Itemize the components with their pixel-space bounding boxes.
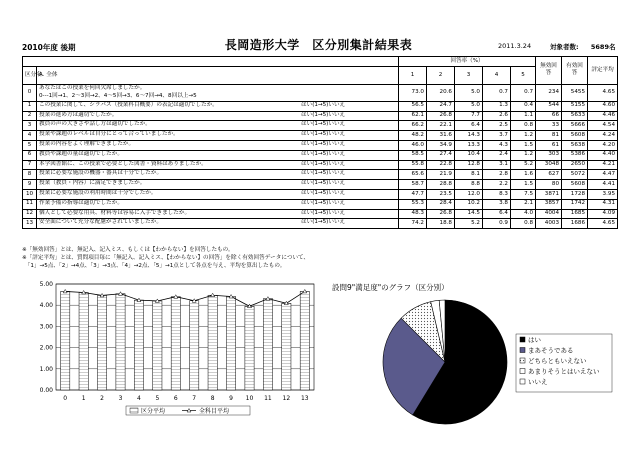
value-cell: 5666	[562, 121, 588, 131]
table-row	[23, 101, 618, 111]
value-cell: 1742	[562, 199, 588, 209]
table-row	[23, 131, 618, 141]
table-row	[23, 111, 618, 121]
answer-scale: はい(1→5)いいえ	[301, 111, 346, 118]
value-cell: 73.0	[399, 84, 427, 101]
legend-swatch	[520, 358, 525, 363]
value-cell: 5638	[562, 140, 588, 150]
value-cell: 3048	[536, 160, 562, 170]
satisfaction-pie-chart	[330, 278, 620, 428]
row-index: 9	[23, 180, 37, 190]
value-cell: 5072	[562, 170, 588, 180]
table-row	[23, 170, 618, 180]
value-cell: 4004	[536, 209, 562, 219]
value-cell: 58.7	[399, 180, 427, 190]
value-cell: 26.8	[427, 111, 455, 121]
note-line: 「1」→5点、「2」→4点、「3」→3点、「4」→2点、「5」→1点として各点を与え、平均を算出したもの。	[22, 263, 286, 270]
x-tick-label: 1	[81, 395, 86, 402]
question-cell	[37, 150, 399, 160]
value-cell: 1686	[562, 219, 588, 229]
col-header-4: 4	[483, 66, 511, 84]
table-row	[23, 160, 618, 170]
legend-label: はい	[528, 336, 541, 344]
value-cell: 48.2	[399, 131, 427, 141]
average-bar-chart	[22, 278, 322, 428]
value-cell: 3857	[536, 199, 562, 209]
value-cell: 4.20	[588, 140, 618, 150]
question-text: 授業に必要な施設の機器・器具は十分でしたか。	[39, 170, 163, 177]
answer-scale: はい(1→5)いいえ	[301, 170, 346, 177]
x-tick-label: 0	[63, 395, 68, 402]
value-cell: 4003	[536, 219, 562, 229]
value-cell: 5.0	[455, 84, 483, 101]
value-cell: 66.2	[399, 121, 427, 131]
value-cell: 5.2	[455, 219, 483, 229]
legend-swatch	[520, 348, 525, 353]
table-row	[23, 189, 618, 199]
value-cell: 1.2	[511, 131, 536, 141]
value-cell: 0.8	[511, 219, 536, 229]
question-text: 教員の声の大きさや話し方は適切でしたか。	[39, 121, 151, 128]
value-cell: 66	[536, 111, 562, 121]
term-label: 2010年度 後期	[22, 43, 76, 52]
legend-swatch	[520, 369, 525, 374]
x-tick-label: 9	[229, 395, 233, 402]
value-cell: 4.47	[588, 170, 618, 180]
avg-header: 評定平均	[588, 57, 618, 85]
value-cell: 0.4	[511, 101, 536, 111]
question-cell	[37, 170, 399, 180]
x-tick-label: 8	[210, 395, 215, 402]
bar	[134, 300, 143, 390]
note-line: ※「無効回答」とは、無記入、記入ミス、もしくは【わからない】を回答したもの。	[22, 247, 234, 253]
row-index: 3	[23, 121, 37, 131]
value-cell: 46.0	[399, 140, 427, 150]
valid-header: 有効回答	[562, 57, 588, 85]
answer-scale: はい(1→5)いいえ	[301, 150, 346, 157]
target-value: 5689名	[590, 43, 616, 51]
value-cell: 55.3	[399, 199, 427, 209]
value-cell: 34.9	[427, 140, 455, 150]
value-cell: 55.8	[399, 160, 427, 170]
value-cell: 5455	[562, 84, 588, 101]
legend-label-bar: 区分平均	[141, 408, 166, 415]
legend-label-line: 全科目平均	[199, 408, 230, 415]
value-cell: 234	[536, 84, 562, 101]
value-cell: 2.4	[483, 150, 511, 160]
value-cell: 12.8	[455, 160, 483, 170]
value-cell: 4.65	[588, 84, 618, 101]
bar	[190, 301, 199, 390]
value-cell: 5.0	[455, 101, 483, 111]
bar	[97, 295, 106, 390]
row-index: 13	[23, 219, 37, 229]
value-cell: 33	[536, 121, 562, 131]
answer-scale: はい(1→5)いいえ	[301, 199, 346, 206]
col-header-3: 3	[455, 66, 483, 84]
value-cell: 14.3	[455, 131, 483, 141]
y-tick-label: 2.00	[39, 344, 53, 352]
value-cell: 2.8	[483, 170, 511, 180]
value-cell: 1685	[562, 209, 588, 219]
value-cell: 7.7	[455, 111, 483, 121]
x-tick-label: 10	[245, 395, 254, 402]
row-index: 6	[23, 150, 37, 160]
value-cell: 81	[536, 131, 562, 141]
value-cell: 627	[536, 170, 562, 180]
value-cell: 6.4	[455, 121, 483, 131]
row-index: 11	[23, 199, 37, 209]
x-tick-label: 5	[155, 395, 160, 402]
value-cell: 61	[536, 140, 562, 150]
question-cell	[37, 189, 399, 199]
value-cell: 1.1	[511, 111, 536, 121]
bar	[226, 297, 235, 390]
value-cell: 65.6	[399, 170, 427, 180]
value-cell: 4.3	[483, 140, 511, 150]
x-tick-label: 11	[264, 395, 272, 402]
question-cell	[37, 219, 399, 229]
value-cell: 10.4	[455, 150, 483, 160]
legend-swatch	[520, 337, 525, 342]
value-cell: 303	[536, 150, 562, 160]
table-row	[23, 219, 618, 229]
answer-scale: はい(1→5)いいえ	[301, 219, 346, 226]
value-cell: 2.1	[511, 199, 536, 209]
notes	[22, 246, 309, 271]
value-cell: 24.7	[427, 101, 455, 111]
y-tick-label: 4.00	[39, 302, 53, 310]
bar	[79, 292, 88, 390]
y-tick-label: 1.00	[39, 365, 53, 373]
value-cell: 2.2	[483, 180, 511, 190]
answer-scale: はい(1→5)いいえ	[301, 160, 346, 167]
value-cell: 1.2	[511, 150, 536, 160]
question-cell	[37, 160, 399, 170]
question-cell	[37, 131, 399, 141]
row-index: 8	[23, 170, 37, 180]
value-cell: 1.3	[483, 101, 511, 111]
value-cell: 80	[536, 180, 562, 190]
question-cell	[37, 121, 399, 131]
value-cell: 4.46	[588, 111, 618, 121]
question-text: 教員や課題の量は適切でしたか。	[39, 150, 123, 157]
x-tick-label: 7	[192, 395, 197, 402]
table-row	[23, 180, 618, 190]
answer-scale: はい(1→5)いいえ	[301, 101, 346, 108]
value-cell: 1.5	[511, 140, 536, 150]
question-cell	[37, 180, 399, 190]
table-row	[23, 150, 618, 160]
value-cell: 3.8	[483, 199, 511, 209]
value-cell: 4.65	[588, 219, 618, 229]
table-row	[23, 121, 618, 131]
col-header-1: 1	[399, 66, 427, 84]
question-cell	[37, 111, 399, 121]
value-cell: 5608	[562, 131, 588, 141]
value-cell: 4.0	[511, 209, 536, 219]
value-cell: 10.2	[455, 199, 483, 209]
value-cell: 27.4	[427, 150, 455, 160]
value-cell: 6.4	[483, 209, 511, 219]
question-text: 授業の進め方は適切でしたか。	[39, 111, 118, 118]
legend-label: どちらともいえない	[528, 357, 587, 365]
answer-scale: はい(1→5)いいえ	[301, 180, 346, 187]
value-cell: 5.2	[511, 160, 536, 170]
value-cell: 2650	[562, 160, 588, 170]
row-index: 7	[23, 160, 37, 170]
value-cell: 8.3	[483, 189, 511, 199]
bar	[300, 291, 309, 390]
value-cell: 0.7	[483, 84, 511, 101]
value-cell: 12.0	[455, 189, 483, 199]
legend-label: まあそうである	[528, 346, 574, 355]
value-cell: 3.1	[483, 160, 511, 170]
legend-swatch-bar	[130, 408, 138, 413]
value-cell: 28.8	[427, 180, 455, 190]
row-index: 1	[23, 101, 37, 111]
results-table	[22, 56, 618, 229]
value-cell: 56.5	[399, 101, 427, 111]
legend-label: あまりそうとはいえない	[528, 367, 600, 376]
answer-scale: はい(1→5)いいえ	[301, 140, 346, 147]
table-body	[23, 84, 618, 228]
value-cell: 544	[536, 101, 562, 111]
note-line: ※「評定平均」とは、質問項目毎に「無記入、記入ミス、【わからない】の回答」を除く有効回答データについて、	[22, 255, 310, 262]
value-cell: 7.5	[511, 189, 536, 199]
answer-scale: はい(1→5)いいえ	[301, 209, 346, 216]
question-cell	[37, 84, 399, 101]
value-cell: 22.8	[427, 160, 455, 170]
value-cell: 4.31	[588, 199, 618, 209]
x-tick-label: 2	[100, 395, 104, 402]
target-label: 対象者数:	[550, 43, 579, 51]
value-cell: 4.24	[588, 131, 618, 141]
value-cell: 20.6	[427, 84, 455, 101]
bar	[61, 291, 70, 390]
table-header-blank	[23, 57, 399, 67]
question-text: 作業予備の指導は適切でしたか。	[39, 199, 123, 206]
x-tick-label: 13	[300, 395, 309, 402]
value-cell: 47.7	[399, 189, 427, 199]
value-cell: 4.41	[588, 180, 618, 190]
value-cell: 3.95	[588, 189, 618, 199]
report-date: 2011.3.24	[498, 42, 532, 50]
question-cell	[37, 209, 399, 219]
question-text: あなたはこの授業を何回欠席しましたか。	[39, 85, 146, 92]
bar	[263, 299, 272, 390]
value-cell: 18.8	[427, 219, 455, 229]
value-cell: 3.7	[483, 131, 511, 141]
bar	[245, 306, 254, 390]
x-tick-label: 3	[118, 395, 123, 402]
question-cell	[37, 199, 399, 209]
value-cell: 4.54	[588, 121, 618, 131]
kubun-label: 区分名	[23, 66, 37, 84]
value-cell: 22.1	[427, 121, 455, 131]
table-row	[23, 84, 618, 101]
value-cell: 26.8	[427, 209, 455, 219]
value-cell: 8.1	[455, 170, 483, 180]
pie-title: 設問9"満足度"のグラフ（区分別）	[332, 283, 449, 292]
answer-rate-header: 回答率（%）	[399, 57, 536, 67]
x-tick-label: 4	[137, 395, 141, 402]
value-cell: 4.60	[588, 101, 618, 111]
value-cell: 3871	[536, 189, 562, 199]
row-index: 5	[23, 140, 37, 150]
question-text: 授業（教員・内容）に満足できましたか。	[39, 180, 146, 187]
kubun-value: A. 全体	[37, 66, 399, 84]
answer-scale: はい(1→5)いいえ	[301, 189, 346, 196]
value-cell: 4.09	[588, 209, 618, 219]
bar	[208, 295, 217, 390]
value-cell: 0.8	[511, 121, 536, 131]
table-row	[23, 199, 618, 209]
value-cell: 74.2	[399, 219, 427, 229]
value-cell: 2.6	[483, 111, 511, 121]
question-text: 安全面について充分な配慮がされていましたか。	[39, 219, 162, 226]
value-cell: 0.7	[511, 84, 536, 101]
value-cell: 8.8	[455, 180, 483, 190]
invalid-header: 無効回答	[536, 57, 562, 85]
value-cell: 58.5	[399, 150, 427, 160]
bar	[282, 303, 291, 390]
value-cell: 5608	[562, 180, 588, 190]
value-cell: 2.5	[483, 121, 511, 131]
question-scale: 0---1回→1、2～3回→2、4～5回→3、6～7回→4、8回以上→5	[39, 92, 197, 99]
page-title: 長岡造形大学 区分別集計結果表	[224, 38, 413, 52]
value-cell: 23.5	[427, 189, 455, 199]
value-cell: 5633	[562, 111, 588, 121]
y-tick-label: 0.00	[39, 387, 53, 394]
x-tick-label: 12	[282, 395, 291, 402]
col-header-2: 2	[427, 66, 455, 84]
value-cell: 5386	[562, 150, 588, 160]
value-cell: 21.9	[427, 170, 455, 180]
bar	[171, 297, 180, 390]
plot-area	[56, 284, 314, 390]
y-tick-label: 3.00	[39, 323, 53, 331]
value-cell: 1.6	[511, 170, 536, 180]
y-tick-label: 5.00	[39, 281, 53, 288]
row-index: 10	[23, 189, 37, 199]
question-text: 授業に必要な施設の利用時間は十分でしたか。	[39, 189, 157, 196]
question-text: 授業の内容をよく理解できましたか。	[39, 140, 135, 147]
row-index: 4	[23, 131, 37, 141]
legend-swatch	[520, 379, 525, 384]
value-cell: 14.5	[455, 209, 483, 219]
value-cell: 62.1	[399, 111, 427, 121]
row-index: 0	[23, 84, 37, 101]
bar	[116, 294, 125, 390]
table-row	[23, 140, 618, 150]
bar	[153, 301, 162, 390]
value-cell: 13.3	[455, 140, 483, 150]
value-cell: 48.3	[399, 209, 427, 219]
question-cell	[37, 140, 399, 150]
value-cell: 0.9	[483, 219, 511, 229]
question-text: 本学図書館に、この授業で必要とした図書・資料はありましたか。	[39, 160, 207, 167]
value-cell: 31.6	[427, 131, 455, 141]
question-text: 個人として必要な用具、材料等は容易に入手できましたか。	[39, 209, 191, 216]
target-count	[550, 42, 615, 51]
table-row	[23, 209, 618, 219]
row-index: 2	[23, 111, 37, 121]
answer-scale: はい(1→5)いいえ	[301, 121, 346, 128]
value-cell: 4.21	[588, 160, 618, 170]
value-cell: 1728	[562, 189, 588, 199]
question-text: 授業や課題のレベルは自分にとって合っていましたか。	[39, 131, 179, 138]
col-header-5: 5	[511, 66, 536, 84]
question-text: この授業に関して、シラバス（授業科目概要）の表記は適切でしたか。	[39, 101, 218, 108]
value-cell: 28.4	[427, 199, 455, 209]
legend-label: いいえ	[528, 378, 548, 386]
x-tick-label: 6	[173, 395, 178, 402]
row-index: 12	[23, 209, 37, 219]
value-cell: 4.40	[588, 150, 618, 160]
value-cell: 5155	[562, 101, 588, 111]
question-cell	[37, 101, 399, 111]
answer-scale: はい(1→5)いいえ	[301, 131, 346, 138]
value-cell: 1.5	[511, 180, 536, 190]
